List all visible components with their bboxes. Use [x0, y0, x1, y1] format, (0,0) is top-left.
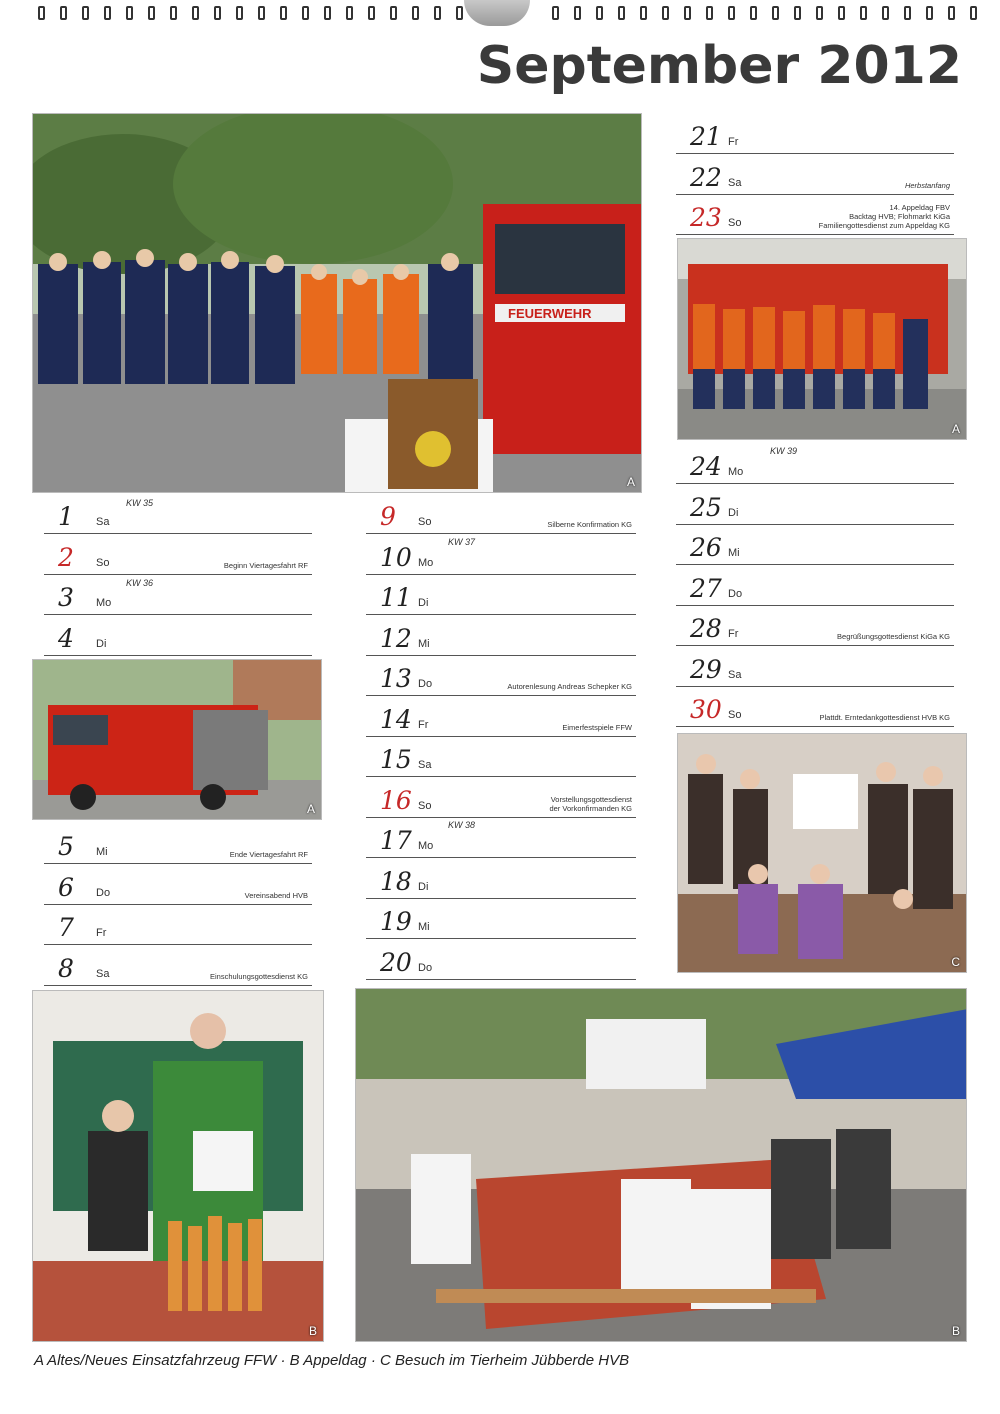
binding-ring [368, 6, 375, 20]
photo-caption: A Altes/Neues Einsatzfahrzeug FFW · B Appeldag · C Besuch im Tierheim Jübberde HVB [34, 1352, 630, 1369]
photo-animal-shelter-visit [677, 733, 967, 973]
weekday-label: Do [418, 678, 433, 690]
binding-ring [662, 6, 669, 20]
binding-ring [948, 6, 955, 20]
week-number: KW 37 [448, 537, 476, 547]
day-number: 16 [380, 785, 412, 815]
day-event: Beginn Viertagesfahrt RF [223, 560, 308, 570]
photo-cider-stand [32, 990, 324, 1342]
day-event: Vereinsabend HVB [244, 890, 308, 900]
day-number: 8 [58, 953, 74, 983]
binding-ring [324, 6, 331, 20]
binding-ring [170, 6, 177, 20]
day-event: Autorenlesung Andreas Schepker KG [507, 682, 632, 691]
binding-ring [412, 6, 419, 20]
day-row [676, 155, 954, 195]
day-row [366, 778, 636, 818]
binding-ring [148, 6, 155, 20]
day-row [676, 485, 954, 525]
weekday-label: So [418, 799, 432, 812]
binding-ring [456, 6, 463, 20]
weekday-label: Mo [96, 597, 112, 609]
weekday-label: Fr [418, 718, 429, 731]
weekday-label: So [418, 516, 432, 528]
binding-ring [618, 6, 625, 20]
binding-ring [596, 6, 603, 20]
binding-ring [60, 6, 67, 20]
day-row [44, 905, 312, 945]
day-row [676, 606, 954, 646]
binding-ring [926, 6, 933, 20]
day-number: 4 [58, 623, 74, 653]
day-event: Ende Viertagesfahrt RF [229, 850, 308, 859]
binding-ring [772, 6, 779, 20]
day-event: Silberne Konfirmation KG [547, 520, 632, 529]
binding-ring [574, 6, 581, 20]
weekday-label: Di [418, 597, 429, 609]
day-row [366, 575, 636, 615]
hanger-hole [464, 0, 530, 26]
day-event: Begrüßungsgottesdienst KiGa KG [837, 632, 950, 641]
binding-ring [706, 6, 713, 20]
weekday-label: Do [418, 961, 433, 974]
day-row [676, 114, 954, 154]
day-number: 12 [380, 623, 412, 653]
market-illustration [356, 989, 967, 1342]
day-number: 2 [58, 542, 74, 572]
day-row [44, 946, 312, 986]
weekday-label: Sa [728, 668, 742, 681]
binding-ring [640, 6, 647, 20]
day-number: 29 [690, 654, 722, 684]
weekday-label: Do [728, 587, 743, 600]
youth-brigade-illustration [678, 239, 967, 440]
day-number: 18 [380, 866, 412, 896]
day-row [676, 566, 954, 606]
photo-tag: A [951, 422, 960, 436]
day-number: 11 [380, 583, 412, 612]
binding-ring [860, 6, 867, 20]
day-number: 25 [690, 492, 722, 522]
photo-fire-brigade-group [32, 113, 642, 493]
day-row [366, 697, 636, 737]
binding-ring [552, 6, 559, 20]
day-number: 15 [380, 745, 412, 774]
photo-tag: B [308, 1324, 317, 1338]
shelter-illustration [678, 734, 967, 973]
weekday-label: Di [96, 637, 107, 650]
day-row [366, 737, 636, 777]
binding-ring [970, 6, 977, 20]
photo-tag: A [626, 475, 635, 489]
week-number: KW 38 [448, 820, 476, 830]
photo-market-scene [355, 988, 967, 1342]
binding-ring [192, 6, 199, 20]
binding-ring [434, 6, 441, 20]
day-event: Einschulungsgottesdienst KG [210, 971, 308, 981]
day-number: 27 [690, 573, 722, 603]
weekday-label: Mo [418, 556, 434, 569]
week-number: KW 35 [126, 498, 154, 508]
day-event: Vorstellungsgottesdienst der Vorkonfirmanden KG [549, 794, 632, 813]
day-number: 22 [690, 162, 722, 192]
day-event: Plattdt. Erntedankgottesdienst HVB KG [819, 713, 950, 722]
binding-ring [236, 6, 243, 20]
binding-ring [904, 6, 911, 20]
weekday-label: Fr [96, 927, 107, 939]
day-row [44, 616, 312, 656]
binding-ring [838, 6, 845, 20]
day-number: 17 [380, 826, 412, 855]
photo-tag: B [951, 1324, 960, 1338]
binding-ring [126, 6, 133, 20]
photo-fire-engine [32, 659, 322, 820]
day-row [676, 195, 954, 235]
day-row [366, 899, 636, 939]
day-row [676, 647, 954, 687]
photo-youth-fire-brigade [677, 238, 967, 440]
weekday-label: So [728, 709, 742, 721]
day-number: 6 [58, 872, 74, 902]
day-row [366, 616, 636, 656]
day-number: 23 [690, 203, 722, 232]
cider-stand-illustration [33, 991, 324, 1342]
weekday-label: Sa [418, 759, 432, 771]
weekday-label: Fr [728, 628, 739, 640]
day-row [366, 494, 636, 534]
truck-lettering: FEUERWEHR [508, 306, 592, 321]
day-number: 9 [380, 502, 396, 531]
weekday-label: Mi [418, 637, 430, 650]
day-row [366, 656, 636, 696]
day-number: 5 [58, 832, 74, 861]
day-row [366, 818, 636, 858]
weekday-label: Mi [96, 846, 108, 858]
day-number: 7 [58, 913, 74, 942]
photo-tag: C [951, 955, 960, 969]
day-number: 3 [58, 583, 74, 612]
weekday-label: Do [96, 886, 111, 899]
day-row [676, 687, 954, 727]
day-row [676, 525, 954, 565]
weekday-label: Di [418, 880, 429, 893]
binding-ring [214, 6, 221, 20]
weekday-label: Sa [96, 967, 110, 980]
weekday-label: Mo [418, 840, 434, 852]
binding-ring [104, 6, 111, 20]
day-number: 1 [58, 502, 74, 531]
binding-ring [684, 6, 691, 20]
weekday-label: Di [728, 506, 739, 519]
binding-ring [280, 6, 287, 20]
day-row [676, 444, 954, 484]
binding-ring [882, 6, 889, 20]
weekday-label: So [728, 217, 742, 229]
day-number: 20 [380, 947, 412, 977]
day-row [44, 575, 312, 615]
day-number: 13 [380, 664, 412, 693]
day-row [44, 535, 312, 575]
day-number: 14 [380, 704, 412, 734]
day-event: Herbstanfang [904, 180, 950, 190]
weekday-label: Sa [96, 516, 110, 528]
binding-ring [82, 6, 89, 20]
binding-ring [728, 6, 735, 20]
fire-brigade-illustration [33, 114, 642, 493]
weekday-label: Mi [418, 921, 430, 933]
weekday-label: Sa [728, 176, 742, 189]
photo-tag: A [306, 802, 315, 816]
weekday-label: Mi [728, 547, 740, 559]
day-row [44, 494, 312, 534]
page-title: September 2012 [476, 36, 962, 96]
day-row [366, 859, 636, 899]
day-number: 28 [690, 614, 722, 643]
binding-ring [816, 6, 823, 20]
binding-ring [258, 6, 265, 20]
calendar-binding [0, 0, 1000, 26]
day-row [366, 535, 636, 575]
day-row [44, 824, 312, 864]
binding-ring [794, 6, 801, 20]
weekday-label: So [96, 556, 110, 569]
day-event: Eimerfestspiele FFW [562, 722, 632, 732]
binding-ring [38, 6, 45, 20]
binding-ring [390, 6, 397, 20]
weekday-label: Mo [728, 466, 744, 478]
day-event: 14. Appeldag FBV Backtag HVB; Flohmarkt KiGa Familiengottesdienst zum Appeldag KG [818, 203, 950, 230]
week-number: KW 36 [126, 578, 154, 588]
binding-ring [346, 6, 353, 20]
binding-ring [750, 6, 757, 20]
day-number: 24 [690, 452, 722, 481]
day-row [44, 865, 312, 905]
week-number: KW 39 [770, 446, 798, 456]
day-number: 21 [690, 122, 722, 151]
weekday-label: Fr [728, 136, 739, 148]
binding-ring [302, 6, 309, 20]
day-row [366, 940, 636, 980]
day-number: 30 [690, 695, 722, 724]
day-number: 10 [380, 542, 412, 572]
day-number: 19 [380, 907, 412, 936]
fire-engine-illustration [33, 660, 322, 820]
day-number: 26 [690, 533, 722, 562]
